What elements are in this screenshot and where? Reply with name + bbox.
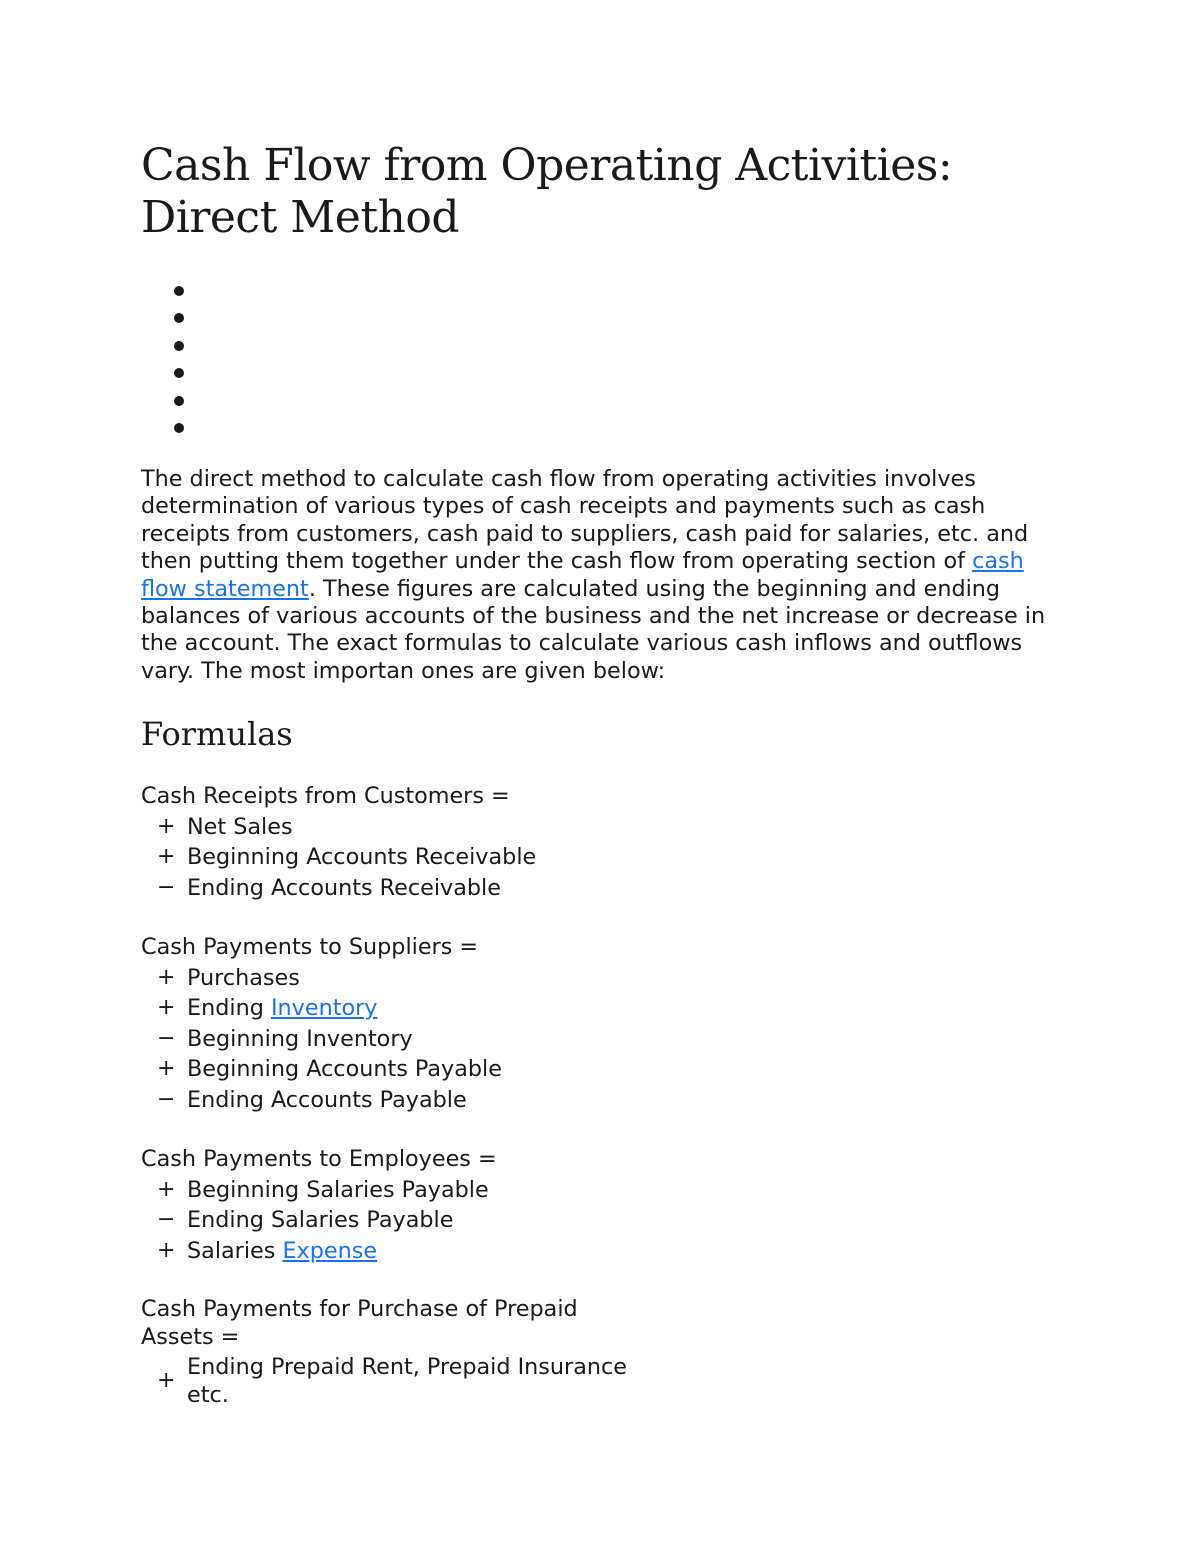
term-label: [187, 1236, 377, 1266]
formulas-heading: Formulas: [141, 715, 293, 753]
term-label: [187, 993, 377, 1023]
term-label: Purchases: [187, 965, 300, 991]
term-label: Beginning Salaries Payable: [187, 1177, 489, 1203]
formula-cash-payments-employees: [141, 1145, 497, 1266]
formula-terms: [141, 1175, 497, 1266]
intro-text-start: The direct method to calculate cash flow from operating activities involves determination of various types of cash receipts and payments such as cash receipts from customers, cash paid to suppliers, cash paid for salaries, etc. and then putting them together under the cash flow from operating section of: [141, 466, 1029, 575]
bullet-icon: [174, 313, 184, 323]
term-text: Salaries: [187, 1237, 283, 1264]
formula-terms: [141, 1353, 667, 1409]
expense-link[interactable]: Expense: [282, 1237, 378, 1264]
formula-term: [141, 1024, 502, 1054]
formula-cash-payments-suppliers: [141, 933, 502, 1115]
cash-flow-statement-link[interactable]: cash flow statement: [141, 548, 1024, 602]
formula-terms: [141, 812, 536, 903]
document-page: [141, 140, 1071, 1408]
term-label: Beginning Inventory: [187, 1025, 413, 1052]
formula-title: Cash Payments for Purchase of Prepaid Assets =: [141, 1296, 578, 1350]
plus-icon: +: [157, 1056, 176, 1082]
plus-icon: +: [157, 1367, 176, 1393]
formula-terms: [141, 963, 502, 1115]
plus-icon: +: [157, 965, 176, 990]
term-text: Ending: [187, 995, 271, 1022]
formula-term: [141, 963, 502, 993]
term-label: Ending Salaries Payable: [187, 1207, 454, 1234]
plus-icon: +: [157, 1237, 176, 1263]
plus-icon: +: [157, 814, 176, 839]
formula-term: [141, 1205, 497, 1235]
plus-icon: +: [157, 844, 176, 870]
formula-term: [141, 812, 536, 842]
formula-term: [141, 873, 536, 903]
bullet-icon: [174, 286, 184, 296]
minus-icon: −: [157, 874, 176, 900]
formula-title: Cash Payments to Employees =: [141, 1146, 497, 1172]
formula-term: [141, 1054, 502, 1084]
plus-icon: +: [157, 1177, 176, 1202]
bullet-icon: [174, 368, 184, 378]
intro-text-end: . These figures are calculated using the beginning and ending balances of various accounts of the business and the net increase or decrease in the account. The exact formulas to calculate various cash inflows and outflows vary. The most importan ones are given below:: [141, 575, 1046, 684]
formula-term: [141, 1236, 497, 1266]
formula-title: Cash Receipts from Customers =: [141, 783, 510, 809]
term-label: Ending Prepaid Rent, Prepaid Insurance etc.: [187, 1354, 627, 1408]
formula-cash-payments-prepaid-assets: [141, 1295, 667, 1409]
minus-icon: −: [157, 1025, 176, 1051]
term-label: Ending Accounts Receivable: [187, 874, 501, 901]
plus-icon: +: [157, 995, 176, 1021]
minus-icon: −: [157, 1207, 176, 1233]
minus-icon: −: [157, 1086, 176, 1112]
bullet-icon: [174, 341, 184, 351]
bullet-icon: [174, 423, 184, 433]
formula-title: Cash Payments to Suppliers =: [141, 934, 479, 960]
formula-term: [141, 842, 536, 872]
formula-term: [141, 1353, 667, 1409]
formula-term: [141, 1085, 502, 1115]
term-label: Beginning Accounts Payable: [187, 1056, 502, 1083]
formula-cash-receipts-customers: [141, 782, 536, 903]
term-label: Beginning Accounts Receivable: [187, 844, 537, 871]
formula-term: [141, 1175, 497, 1205]
bullet-icon: [174, 396, 184, 406]
intro-paragraph: [141, 466, 1071, 685]
formula-term: [141, 993, 502, 1023]
page-title: Cash Flow from Operating Activities: Direct Method: [141, 140, 953, 243]
inventory-link[interactable]: Inventory: [270, 995, 378, 1022]
term-label: Net Sales: [187, 814, 293, 840]
term-label: Ending Accounts Payable: [187, 1086, 467, 1113]
